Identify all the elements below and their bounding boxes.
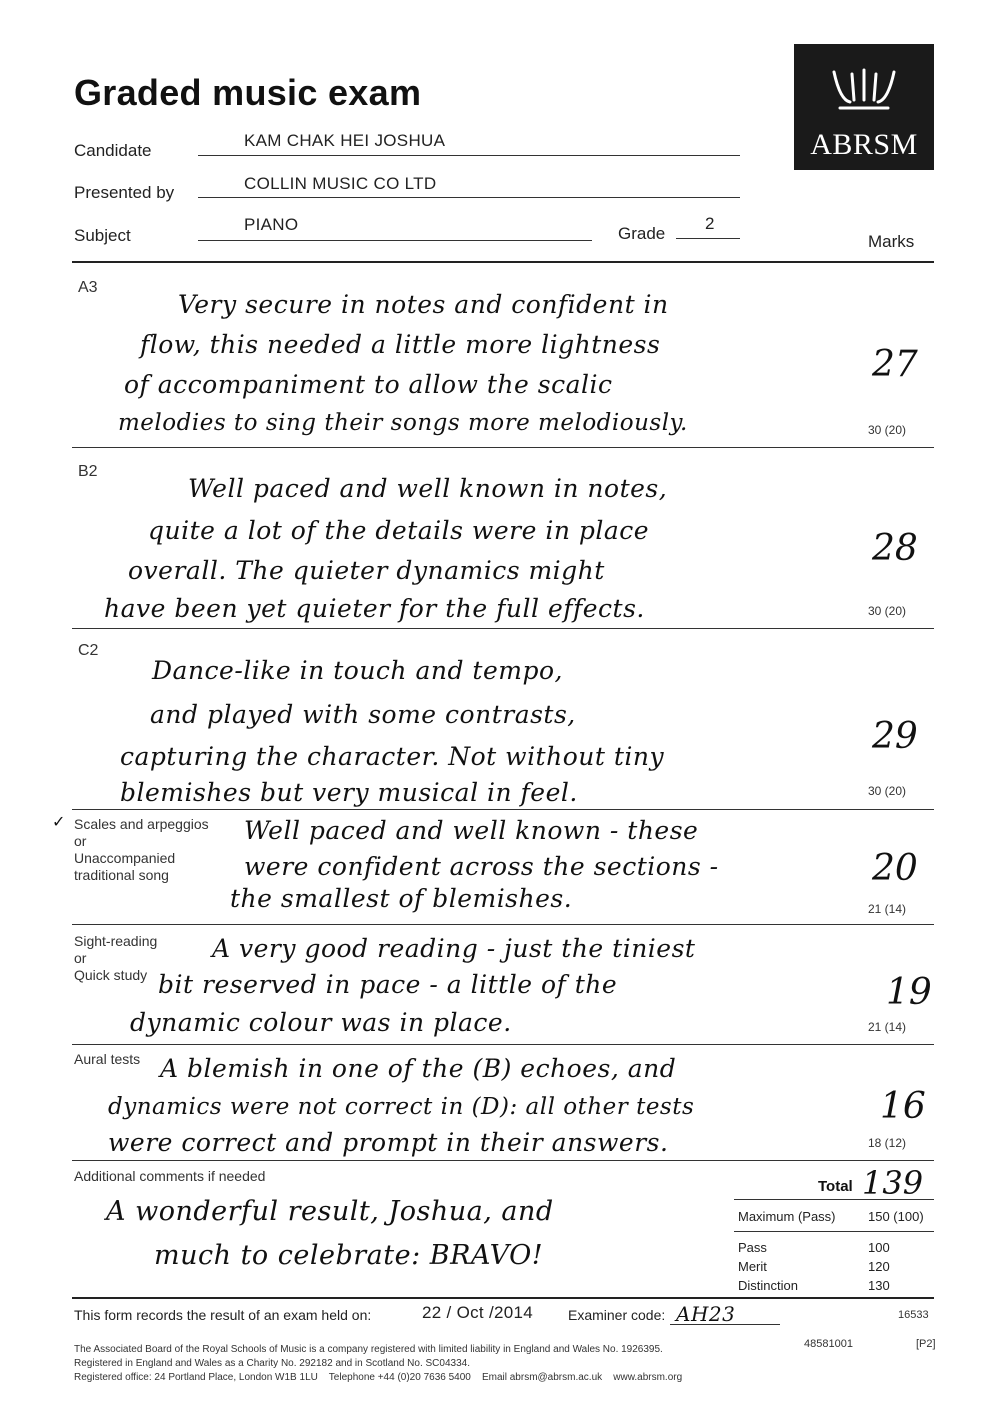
legal-text: Registered office: 24 Portland Place, London W1B 1LU Telephone +44 (0)20 7636 5400 Email abrsm@abrsm.ac.uk www.abrsm.org <box>74 1372 683 1383</box>
footer-rule <box>72 1297 934 1299</box>
section-divider <box>72 1044 934 1045</box>
marks-header: Marks <box>868 232 915 251</box>
page-code: [P2] <box>916 1338 936 1350</box>
candidate-value: KAM CHAK HEI JOSHUA <box>244 131 446 150</box>
section-title-scales: Scales and arpeggios or Unaccompanied traditional song <box>74 816 209 883</box>
comment-line: A blemish in one of the (B) echoes, and <box>160 1054 677 1083</box>
section-title-sight-reading: Sight-reading or Quick study <box>74 933 158 983</box>
examiner-code-label: Examiner code: <box>568 1307 666 1323</box>
comment-line: flow, this needed a little more lightness <box>140 330 661 359</box>
comment-line: Well paced and well known in notes, <box>188 474 668 503</box>
grade-label: Grade <box>618 224 666 243</box>
comment-line: Well paced and well known - these <box>244 816 699 845</box>
additional-comments-label: Additional comments if needed <box>74 1168 266 1184</box>
comment-line: Very secure in notes and confident in <box>178 290 669 319</box>
max-marks: 21 (14) <box>868 1020 907 1034</box>
comment-line: and played with some contrasts, <box>150 700 576 729</box>
page-title: Graded music exam <box>74 72 422 113</box>
comment-line: dynamics were not correct in (D): all other tests <box>108 1094 695 1120</box>
maximum-divider <box>734 1231 934 1232</box>
threshold-values: 100 120 130 <box>868 1240 890 1293</box>
section-divider <box>72 809 934 810</box>
additional-comment-line: A wonderful result, Joshua, and <box>106 1196 554 1227</box>
additional-comment-line: much to celebrate: BRAVO! <box>154 1240 544 1271</box>
total-divider <box>734 1199 934 1200</box>
grade-underline <box>676 238 740 239</box>
comment-line: bit reserved in pace - a little of the <box>158 970 618 999</box>
mark-scales: 20 <box>872 848 918 889</box>
mark-c2: 29 <box>872 716 918 757</box>
total-label: Total <box>818 1178 853 1195</box>
examiner-code-underline <box>670 1324 780 1325</box>
section-code-b2: B2 <box>78 463 98 480</box>
comment-line: the smallest of blemishes. <box>230 884 573 913</box>
abrsm-logo <box>794 44 934 170</box>
candidate-underline <box>198 155 740 156</box>
mark-sight-reading: 19 <box>886 972 932 1013</box>
comment-line: blemishes but very musical in feel. <box>120 778 578 807</box>
grade-value: 2 <box>705 214 715 233</box>
record-text: This form records the result of an exam held on: <box>74 1307 372 1323</box>
comment-line: dynamic colour was in place. <box>130 1008 512 1037</box>
comment-line: have been yet quieter for the full effects. <box>104 594 645 623</box>
logo-wordmark: ABRSM <box>810 128 918 161</box>
section-title-aural: Aural tests <box>74 1051 141 1067</box>
mark-b2: 28 <box>872 528 918 569</box>
form-number: 16533 <box>898 1309 929 1321</box>
maximum-label: Maximum (Pass) <box>738 1209 836 1224</box>
comment-line: A very good reading - just the tiniest <box>212 934 696 963</box>
candidate-label: Candidate <box>74 141 152 160</box>
document-number: 48581001 <box>804 1338 853 1350</box>
total-value: 139 <box>862 1164 924 1202</box>
section-divider <box>72 628 934 629</box>
legal-text: Registered in England and Wales as a Charity No. 292182 and in Scotland No. SC04334. <box>74 1358 470 1369</box>
examiner-code: AH23 <box>676 1302 736 1326</box>
comment-line: of accompaniment to allow the scalic <box>124 370 613 399</box>
crown-icon <box>830 66 898 114</box>
section-divider <box>72 447 934 448</box>
section-code-a3: A3 <box>78 279 98 296</box>
threshold-labels: Pass Merit Distinction <box>738 1240 798 1293</box>
comment-line: were confident across the sections - <box>244 852 719 881</box>
section-divider <box>72 1160 934 1161</box>
exam-date: 22 / Oct /2014 <box>422 1303 533 1322</box>
presented-by-label: Presented by <box>74 183 175 202</box>
header-rule <box>72 261 934 263</box>
section-divider <box>72 924 934 925</box>
subject-value: PIANO <box>244 215 299 234</box>
comment-line: melodies to sing their songs more melodiously. <box>118 410 688 436</box>
legal-text: The Associated Board of the Royal Schools of Music is a company registered with limited liability in England and Wales No. 1926395. <box>74 1344 663 1355</box>
presented-by-underline <box>198 197 740 198</box>
max-marks: 30 (20) <box>868 423 907 437</box>
mark-a3: 27 <box>872 344 918 385</box>
section-code-c2: C2 <box>78 642 99 659</box>
presented-by-value: COLLIN MUSIC CO LTD <box>244 174 437 193</box>
subject-label: Subject <box>74 226 131 245</box>
subject-underline <box>198 240 592 241</box>
comment-line: capturing the character. Not without tiny <box>120 742 665 771</box>
comment-line: Dance-like in touch and tempo, <box>152 656 563 685</box>
comment-line: were correct and prompt in their answers. <box>108 1128 669 1157</box>
comment-line: quite a lot of the details were in place <box>148 516 650 545</box>
max-marks: 21 (14) <box>868 902 907 916</box>
max-marks: 30 (20) <box>868 784 907 798</box>
max-marks: 18 (12) <box>868 1136 907 1150</box>
max-marks: 30 (20) <box>868 604 907 618</box>
maximum-value: 150 (100) <box>868 1209 924 1224</box>
checkmark-icon: ✓ <box>52 814 66 831</box>
comment-line: overall. The quieter dynamics might <box>128 556 605 585</box>
mark-aural: 16 <box>880 1086 926 1127</box>
